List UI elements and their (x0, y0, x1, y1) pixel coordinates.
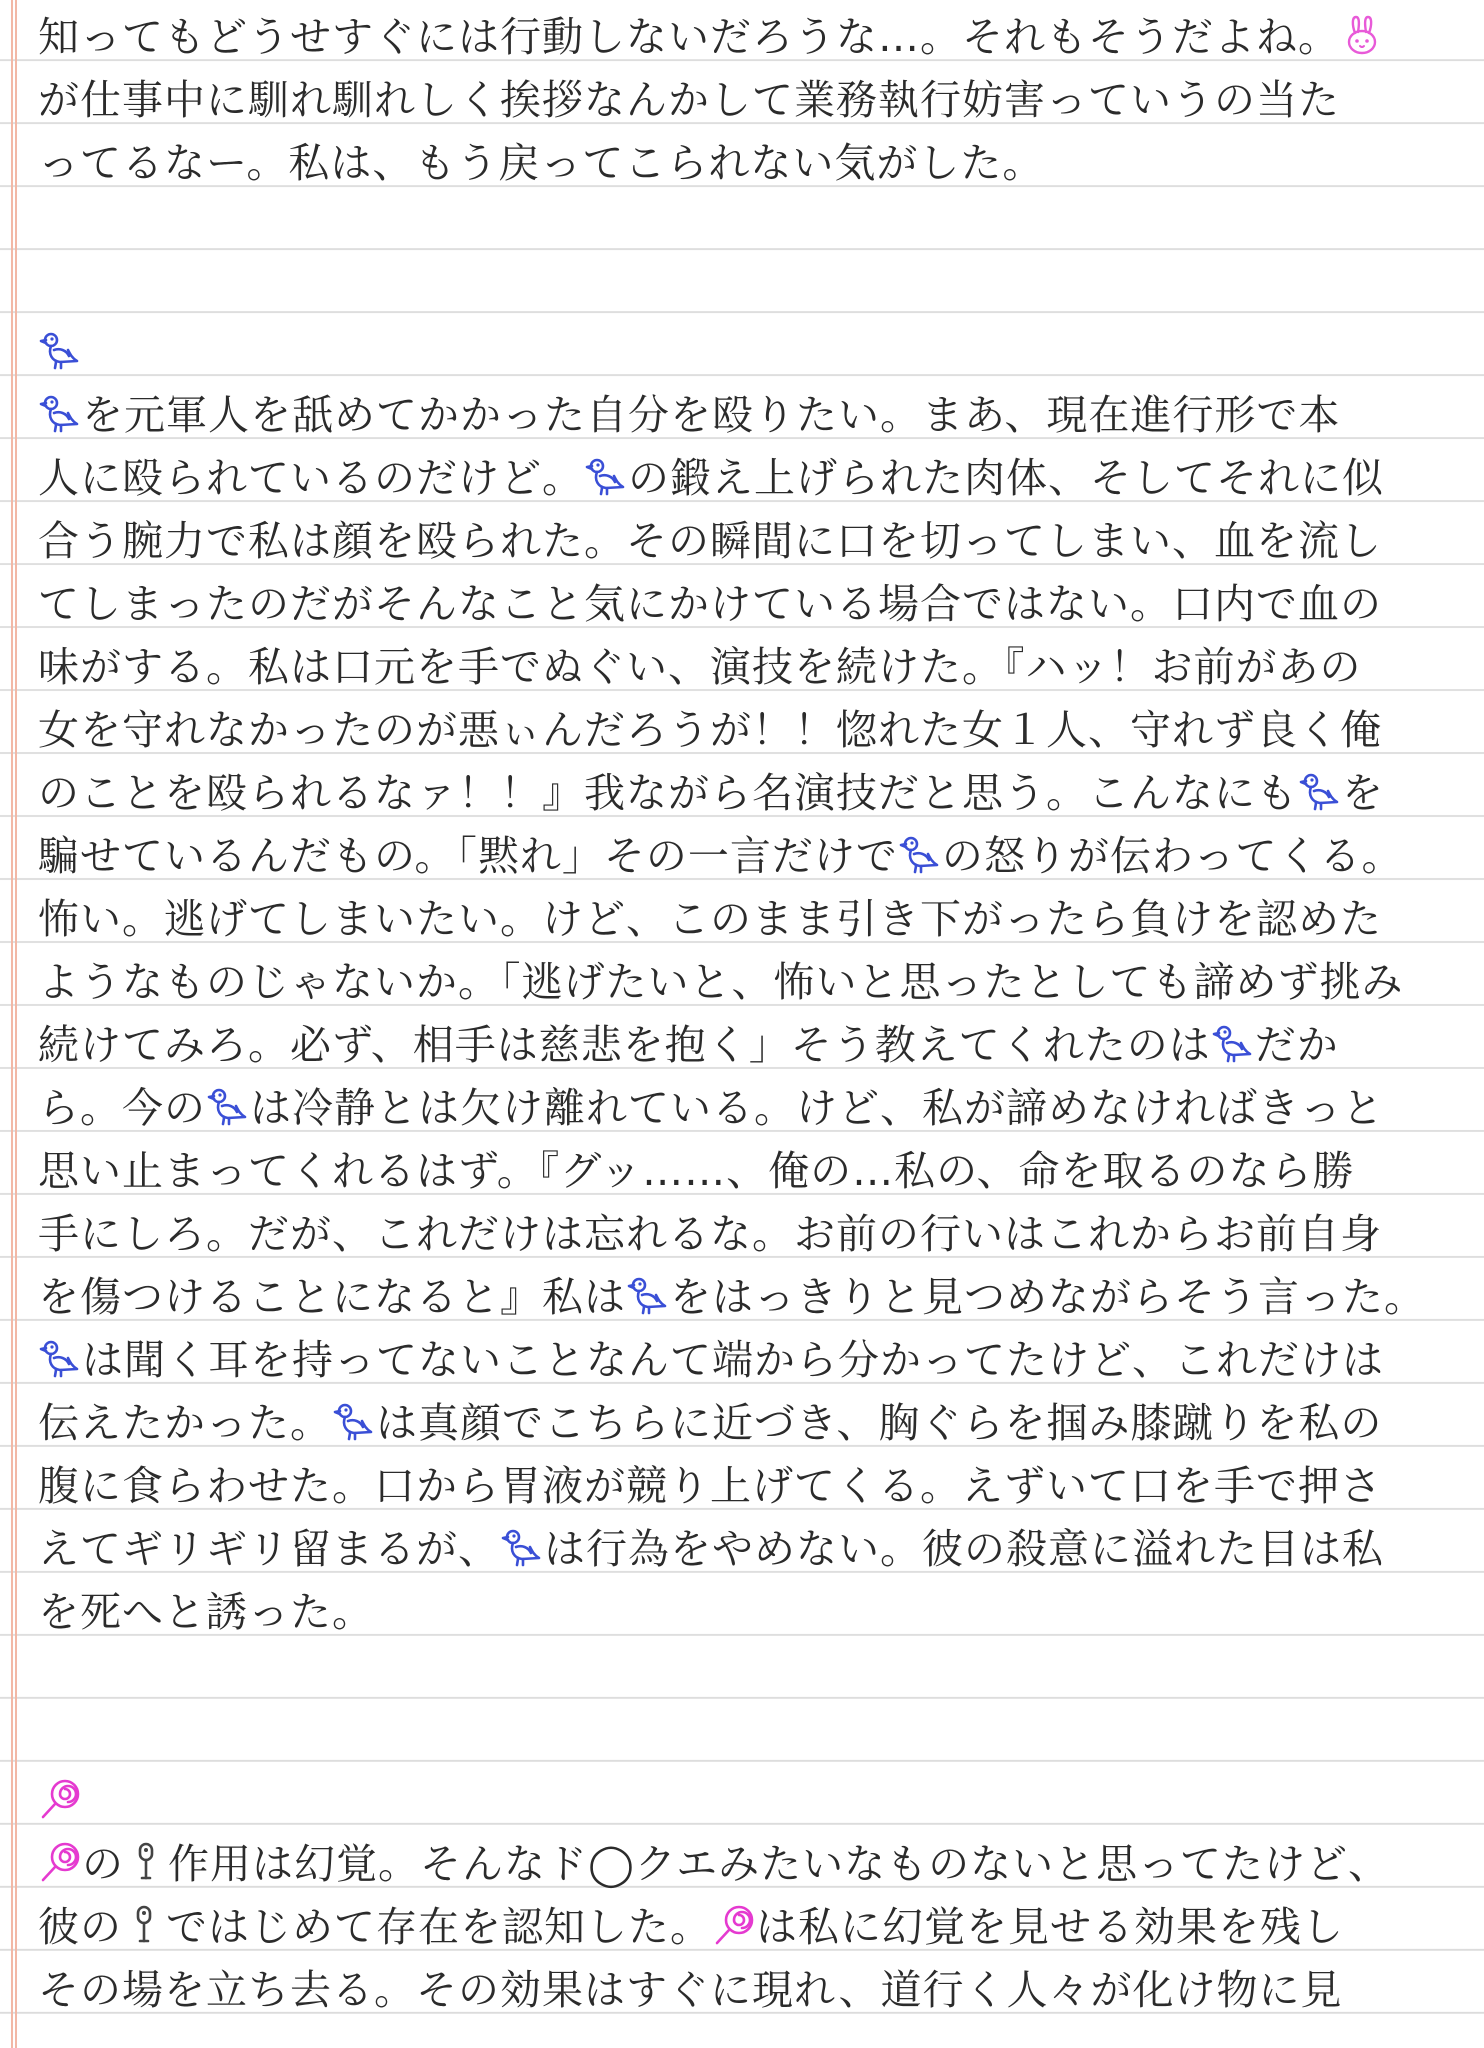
text-segment: の鍛え上げられた肉体、そしてそれに似 (628, 454, 1384, 502)
text-line (38, 1014, 1458, 1077)
margin-line-left (11, 0, 13, 2048)
text-line (38, 1833, 1458, 1896)
text-segment: のことを殴られるなァ！！』我ながら名演技だと思う。こんなにも (38, 769, 1298, 817)
text-line (38, 258, 1458, 321)
text-line (38, 1329, 1458, 1392)
text-segment: を死へと誘った。 (38, 1588, 374, 1636)
text-line (38, 1203, 1458, 1266)
dove-icon (38, 328, 82, 372)
text-line (38, 1896, 1458, 1959)
dove-icon (332, 1399, 376, 1443)
text-segment: が仕事中に馴れ馴れしく挨拶なんかして業務執行妨害っていうの当た (38, 76, 1340, 124)
text-line (38, 6, 1458, 69)
dove-icon (626, 1273, 670, 1317)
text-line (38, 1392, 1458, 1455)
text-segment: 手にしろ。だが、これだけは忘れるな。お前の行いはこれからお前自身 (38, 1210, 1382, 1258)
text-line (38, 1581, 1458, 1644)
text-segment: 女を守れなかったのが悪ぃんだろうが！！惚れた女１人、守れず良く俺 (38, 706, 1382, 754)
lollipop-icon (38, 1840, 82, 1884)
text-segment: 思い止まってくれるはず。『グッ……、俺の…私の、命を取るのなら勝 (38, 1147, 1355, 1195)
text-line (38, 510, 1458, 573)
text-line (38, 1959, 1458, 2022)
text-segment: を (1342, 769, 1384, 817)
lollipop-icon (38, 1777, 82, 1821)
dove-icon (1211, 1021, 1255, 1065)
microphone-icon (124, 1840, 168, 1884)
dove-icon (584, 454, 628, 498)
text-segment: は真顔でこちらに近づき、胸ぐらを掴み膝蹴りを私の (376, 1399, 1383, 1447)
text-line (38, 321, 1458, 384)
dove-icon (1298, 769, 1342, 813)
text-line (38, 1140, 1458, 1203)
text-segment: 腹に食らわせた。口から胃液が競り上げてくる。えずいて口を手で押さ (38, 1462, 1382, 1510)
text-segment: その場を立ち去る。その効果はすぐに現れ、道行く人々が化け物に見 (38, 1966, 1343, 2014)
text-segment: ら。今の (38, 1084, 206, 1132)
text-segment: の (82, 1840, 124, 1888)
text-segment: 彼の (38, 1903, 122, 1951)
text-segment: を元軍人を舐めてかかった自分を殴りたい。まあ、現在進行形で本 (82, 391, 1341, 439)
text-segment: 味がする。私は口元を手でぬぐい、演技を続けた。『ハッ！お前があの (38, 643, 1362, 691)
text-segment: 怖い。逃げてしまいたい。けど、このまま引き下がったら負けを認めた (38, 895, 1382, 943)
text-line (38, 1707, 1458, 1770)
microphone-icon (122, 1903, 166, 1947)
text-segment: の怒りが伝わってくる。 (941, 832, 1404, 880)
rabbit-icon (1340, 13, 1384, 57)
text-segment: 伝えたかった。 (38, 1399, 332, 1447)
text-line (38, 195, 1458, 258)
lollipop-icon (712, 1903, 756, 1947)
margin-line-right (15, 0, 17, 2048)
text-line (38, 69, 1458, 132)
text-segment: 作用は幻覚。そんなド◯クエみたいなものないと思ってたけど、 (168, 1840, 1391, 1888)
dove-icon (38, 391, 82, 435)
text-line (38, 573, 1458, 636)
text-line (38, 888, 1458, 951)
text-segment: を傷つけることになると』私は (38, 1273, 626, 1321)
text-segment: 知ってもどうせすぐには行動しないだろうな…。それもそうだよね。 (38, 13, 1340, 61)
text-segment: ではじめて存在を認知した。 (166, 1903, 712, 1951)
text-line (38, 762, 1458, 825)
text-segment: をはっきりと見つめながらそう言った。 (670, 1273, 1426, 1321)
text-line (38, 825, 1458, 888)
text-segment: は冷静とは欠け離れている。けど、私が諦めなければきっと (250, 1084, 1384, 1132)
text-segment: だか (1254, 1021, 1339, 1069)
text-line (38, 1770, 1458, 1833)
text-segment: 騙せているんだもの。「黙れ」その一言だけで (38, 832, 898, 880)
document-body (38, 6, 1458, 2022)
text-segment: ってるなー。私は、もう戻ってこられない気がした。 (38, 139, 1045, 187)
text-line (38, 636, 1458, 699)
text-segment: えてギリギリ留まるが、 (38, 1525, 500, 1573)
text-line (38, 951, 1458, 1014)
text-line (38, 1518, 1458, 1581)
text-segment: ようなものじゃないか。「逃げたいと、怖いと思ったとしても諦めず挑み (38, 958, 1404, 1006)
text-segment: は行為をやめない。彼の殺意に溢れた目は私 (544, 1525, 1384, 1573)
dove-icon (500, 1525, 544, 1569)
text-segment: 合う腕力で私は顔を殴られた。その瞬間に口を切ってしまい、血を流し (38, 517, 1382, 565)
dove-icon (206, 1084, 250, 1128)
dove-icon (38, 1336, 82, 1380)
text-line (38, 384, 1458, 447)
text-line (38, 699, 1458, 762)
dove-icon (898, 832, 942, 876)
text-line (38, 1266, 1458, 1329)
text-segment: てしまったのだがそんなこと気にかけている場合ではない。口内で血の (38, 580, 1382, 628)
text-segment: 人に殴られているのだけど。 (38, 454, 584, 502)
text-line (38, 1077, 1458, 1140)
text-segment: は私に幻覚を見せる効果を残し (756, 1903, 1344, 1951)
text-segment: は聞く耳を持ってないことなんて端から分かってたけど、これだけは (82, 1336, 1384, 1384)
text-line (38, 132, 1458, 195)
text-line (38, 1644, 1458, 1707)
text-segment: 続けてみろ。必ず、相手は慈悲を抱く」そう教えてくれたのは (38, 1021, 1211, 1069)
text-line (38, 1455, 1458, 1518)
text-line (38, 447, 1458, 510)
